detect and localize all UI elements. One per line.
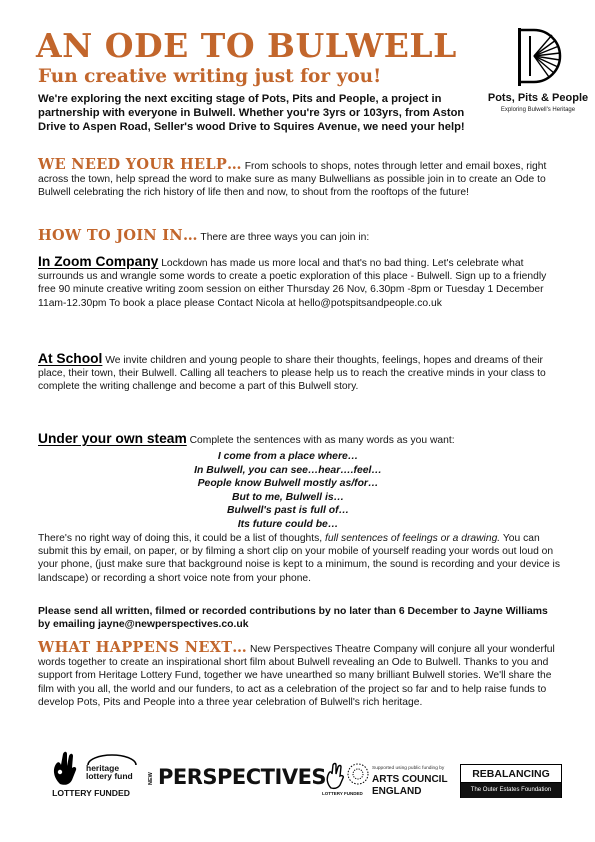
section-school-body: We invite children and young people to share their thoughts, feelings, hopes and dreams of their place, their town, their Bulwell. Calling all teachers to please help us to reach the creative minds in your class to complete the writing challenge and become a part of this Bulwell story. — [38, 355, 546, 393]
poem-line: In Bulwell, you can see…hear….feel… — [194, 464, 382, 476]
rebalancing-subtitle: The Outer Estates Foundation — [461, 783, 561, 798]
section-school — [38, 352, 558, 394]
page-subtitle: Fun creative writing just for you! — [38, 66, 382, 87]
steam-instructions-part2: You can submit this by email, on paper, or by filming a short clip on your mobile of yourself reading your words out loud on your phone, (just make sure that background noise is kept to a minimum, the sound is recording and your device is landscape) or recording a short voice note from your phone. — [38, 533, 560, 584]
section-join-heading: HOW TO JOIN IN… — [38, 227, 198, 244]
steam-instructions-italic: full sentences of feelings or a drawing. — [325, 533, 501, 544]
heritage-lottery-fund-logo — [40, 746, 142, 802]
submission-deadline: Please send all written, filmed or recorded contributions by no later than 6 December to Jayne Williams by emailing jayne@newperspectives.co.uk — [38, 606, 548, 631]
hlf-line2: lottery fund — [86, 771, 133, 781]
poem-line: Its future could be… — [237, 518, 339, 530]
arts-council-dots-icon — [346, 762, 370, 786]
section-help-heading: WE NEED YOUR HELP… — [38, 156, 242, 173]
section-next — [38, 641, 562, 709]
arts-council-supported: Supported using public funding by — [372, 766, 445, 771]
lottery-funded-label: LOTTERY FUNDED — [52, 788, 130, 798]
rebalancing-title: REBALANCING — [461, 765, 561, 783]
intro-paragraph: We're exploring the next exciting stage of Pots, Pits and People, a project in partnership with everyone in Bulwell. Whether you're 3yrs or 103yrs, from Aston Drive to Aspen Road, Seller's wood Drive to Squires Avenue, we need your help! — [38, 93, 465, 133]
section-steam-heading: Under your own steam — [38, 431, 187, 446]
section-help — [38, 158, 558, 200]
arts-council-line2: ENGLAND — [372, 786, 422, 797]
new-perspectives-logo — [148, 762, 327, 796]
section-steam-body: Complete the sentences with as many words as you want: — [186, 435, 455, 446]
rebalancing-logo — [460, 764, 562, 798]
arts-council-lottery: LOTTERY FUNDED — [322, 791, 363, 796]
heritage-lottery-fund-wordmark — [84, 754, 140, 782]
poem-line: Bulwell's past is full of… — [227, 505, 349, 517]
hlf-line1: heritage — [86, 763, 120, 773]
poem-line: I come from a place where… — [217, 451, 359, 462]
section-join-body: There are three ways you can join in: — [197, 232, 370, 243]
lottery-crossed-fingers-icon — [46, 748, 86, 788]
pots-pits-people-logo — [486, 26, 590, 122]
page-title: AN ODE TO BULWELL — [36, 26, 457, 65]
section-next-body: New Perspectives Theatre Company will conjure all your wonderful words together to create an inspirational short film about Bulwell revealing an Ode to Bulwell. Thanks to you and support from Heritage Lottery Fund, together we have unearthed so many brilliant Bulwell stories. We'll share the film with you all, the world and our funders, to act as a celebration of the project so far and to help raise funds to develop Pots, Pits and People into a three year celebration of Bulwell's rich heritage. — [38, 644, 555, 708]
poem-line: People know Bulwell mostly as/for… — [197, 478, 379, 490]
section-steam — [38, 432, 562, 447]
new-perspectives-small: NEW — [148, 772, 154, 786]
poem-prompts — [38, 450, 538, 532]
section-next-heading: WHAT HAPPENS NEXT… — [38, 639, 248, 656]
logo-tagline: Exploring Bulwell's Heritage — [500, 107, 576, 113]
steam-instructions-part1: There's no right way of doing this, it could be a list of thoughts, — [38, 533, 326, 544]
section-zoom — [38, 255, 562, 310]
section-join — [38, 229, 558, 244]
logo-name: Pots, Pits & People — [487, 92, 589, 104]
section-zoom-body: Lockdown has made us more local and that's no bad thing. Let's celebrate what surrounds us and wrangle some words to create a poetic exploration of this place - Bulwell. Sign up to a friendly free 90 minute creative writing zoom session on either Thursday 26 Nov, 6.30pm -8pm or Tuesday 1 December 11am-12.30pm To book a place please Contact Nicola at hello@potspitsandpeople.co.uk — [38, 258, 547, 309]
pots-pits-people-logo-icon — [516, 26, 562, 88]
new-perspectives-wordmark: PERSPECTIVES — [158, 765, 327, 789]
section-steam-instructions — [38, 532, 562, 585]
arts-council-line1: ARTS COUNCIL — [372, 774, 448, 785]
section-zoom-heading: In Zoom Company — [38, 254, 159, 269]
poem-line: But to me, Bulwell is… — [232, 491, 344, 503]
lottery-crossed-fingers-icon — [322, 760, 348, 790]
section-help-body: From schools to shops, notes through letter and email boxes, right across the town, help spread the word to make sure as many Bulwellians as possible join in to create an Ode to Bulwell celebrating the rich history of life then and now, to shout from the rooftops of the future! — [38, 161, 547, 199]
section-school-heading: At School — [38, 351, 103, 366]
funder-logos — [0, 746, 595, 806]
arts-council-logo — [322, 758, 452, 802]
